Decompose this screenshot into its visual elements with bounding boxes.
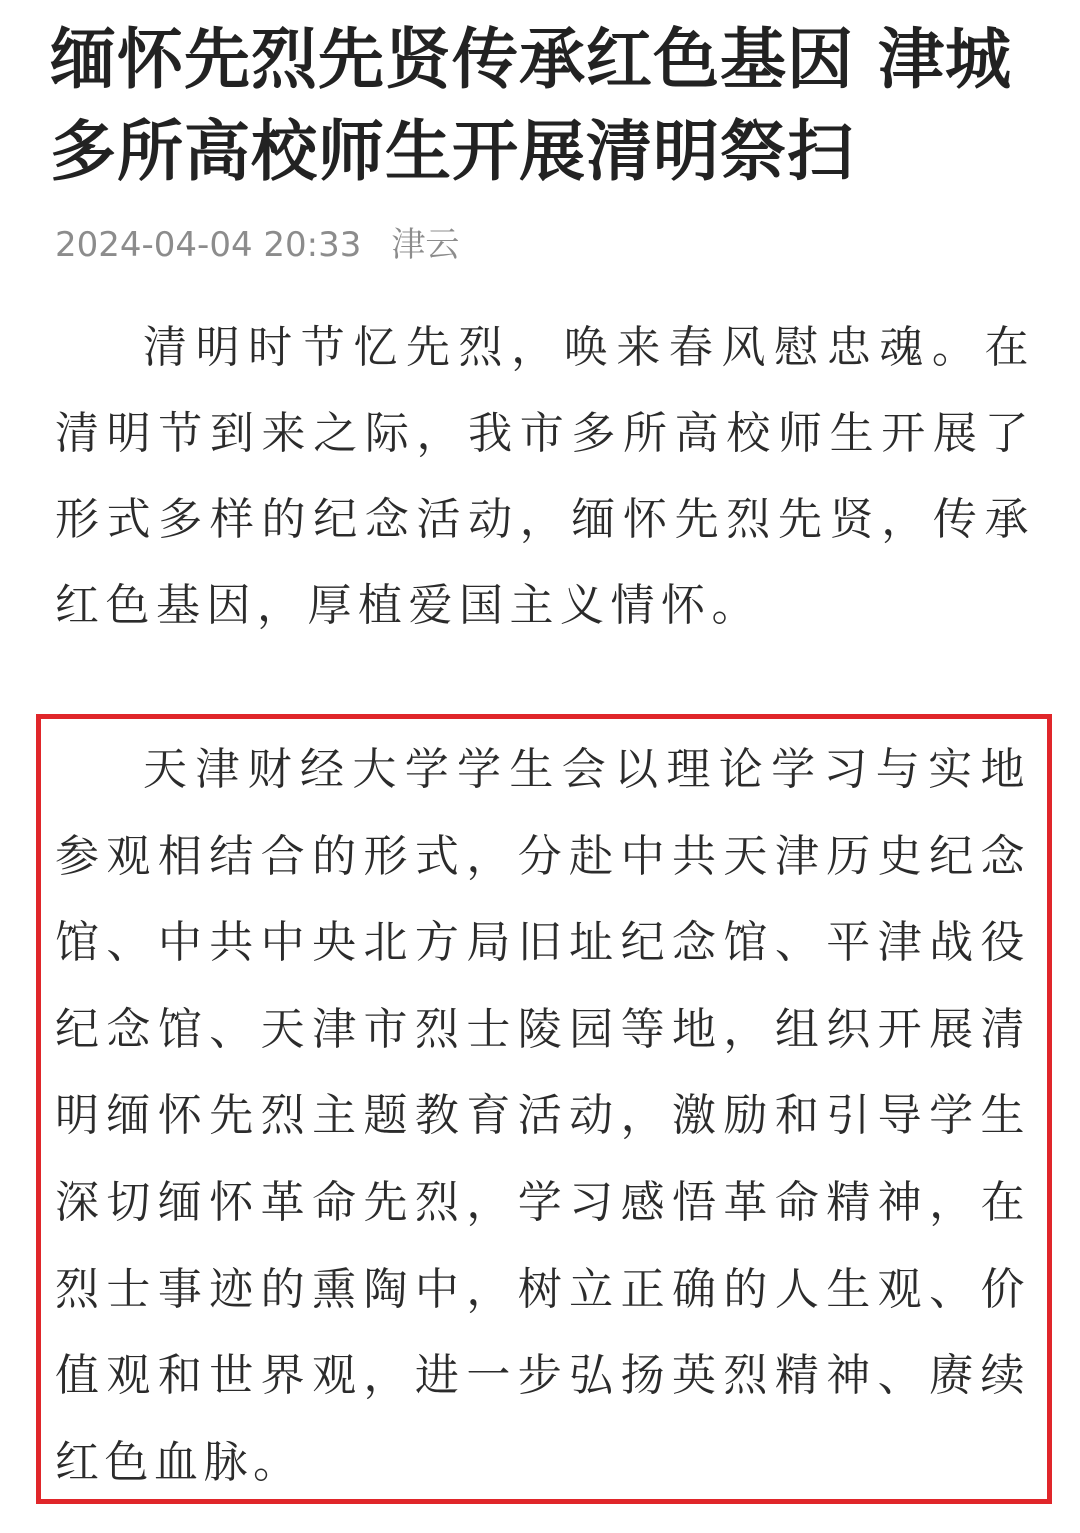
- article-source[interactable]: 津云: [391, 225, 460, 265]
- highlighted-paragraph: 天津财经大学学生会以理论学习与实地参观相结合的形式，分赴中共天津历史纪念馆、中共中央北方局旧址纪念馆、平津战役纪念馆、天津市烈士陵园等地，组织开展清明缅怀先烈主题教育活动，激励和引导学生深切缅怀革命先烈，学习感悟革命精神，在烈士事迹的熏陶中，树立正确的人生观、价值观和世界观，进一步弘扬英烈精神、赓续红色血脉。: [55, 744, 1030, 1488]
- article-title: 缅怀先烈先贤传承红色基因 津城多所高校师生开展清明祭扫: [50, 21, 1012, 190]
- article-meta: [55, 222, 459, 268]
- intro-paragraph: 清明时节忆先烈，唤来春风慰忠魂。在清明节到来之际，我市多所高校师生开展了形式多样的纪念活动，缅怀先烈先贤，传承红色基因，厚植爱国主义情怀。: [55, 322, 1035, 631]
- publish-date: 2024-04-04 20:33: [55, 225, 362, 265]
